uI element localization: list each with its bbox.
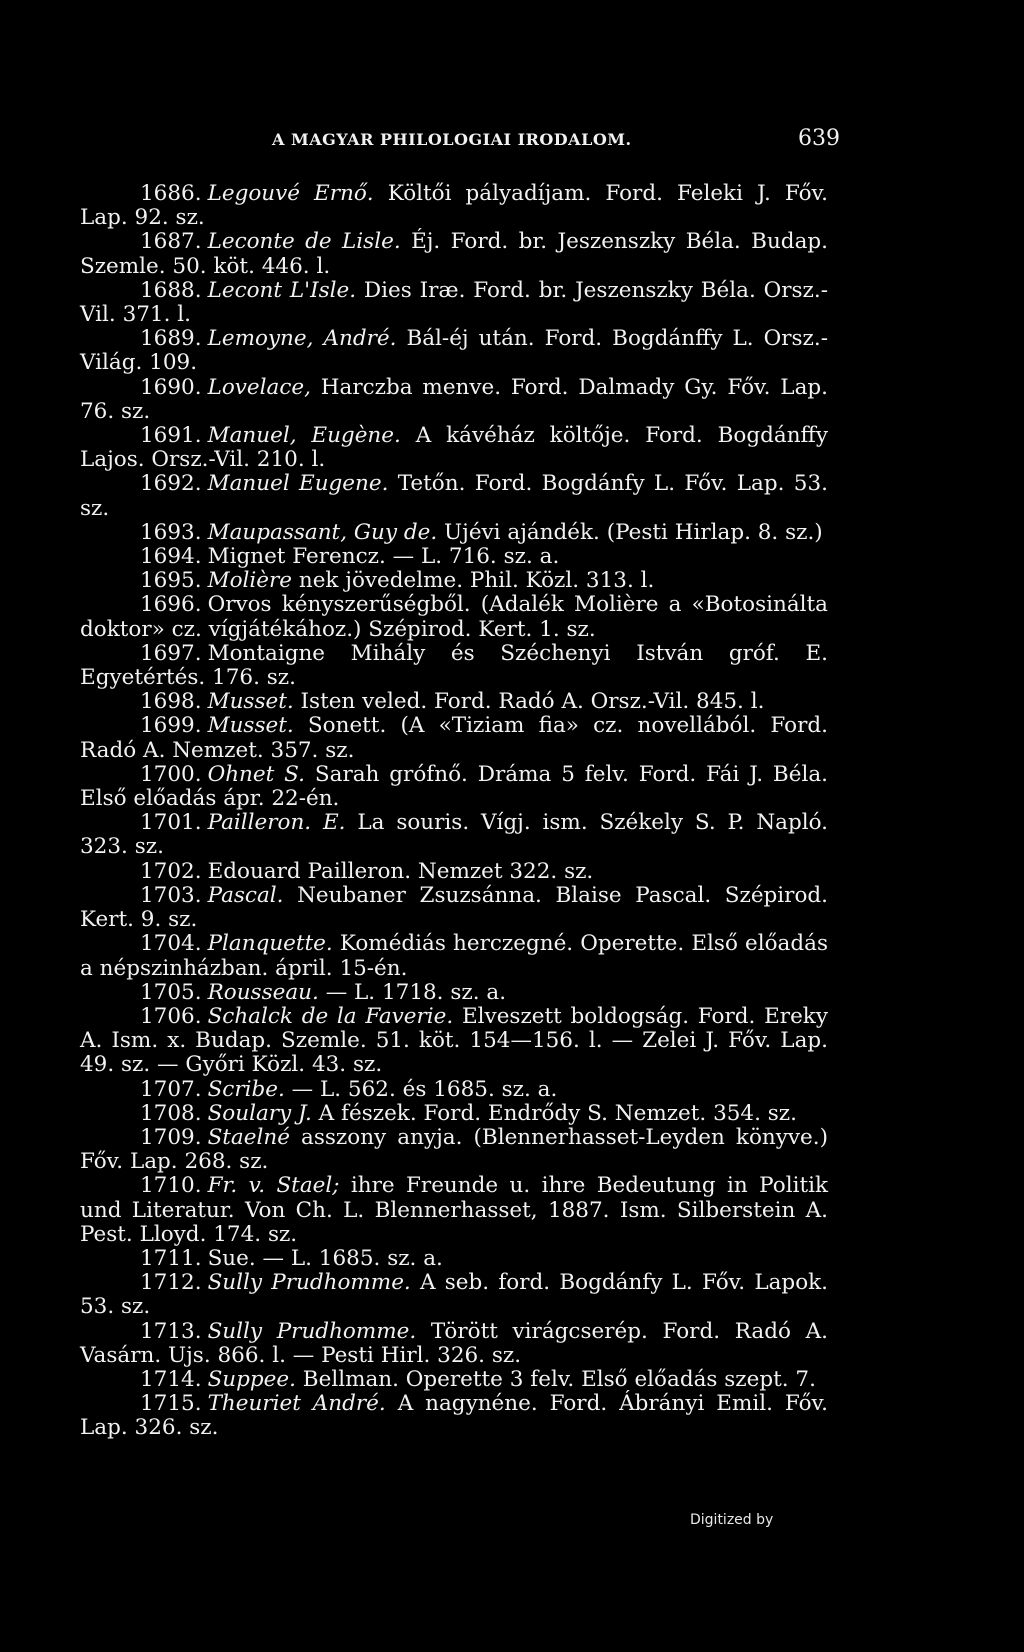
- entry-text: Elveszett boldogság. Ford. Ereky A. Ism. x. Budap. Szemle. 51. köt. 154—156. l. — Zelei J. Főv. Lap. 49. sz. — Győri Közl. 43. sz.: [80, 1003, 828, 1078]
- entry-number: 1705.: [140, 979, 202, 1005]
- entry-text: Mignet Ferencz. — L. 716. sz. a.: [207, 544, 560, 570]
- entry-author: Sully Prudhomme.: [207, 1270, 411, 1296]
- bibliography-entry: [80, 472, 828, 520]
- entry-text: Sonett. (A «Tiziam fia» cz. novellából. Ford. Radó A. Nemzet. 357. sz.: [80, 713, 828, 763]
- entry-number: 1686.: [140, 181, 202, 206]
- bibliography-entry: [80, 690, 828, 714]
- entry-number: 1708.: [140, 1100, 202, 1126]
- entry-text: Törött virágcserép. Ford. Radó A. Vasárn. Ujs. 866. l. — Pesti Hirl. 326. sz.: [80, 1318, 828, 1368]
- entry-text: Bál-éj után. Ford. Bogdánffy L. Orsz.-Világ. 109.: [80, 326, 828, 376]
- entry-text: asszony anyja. (Blennerhasset-Leyden könyve.) Főv. Lap. 268. sz.: [80, 1124, 828, 1175]
- entry-text: Edouard Pailleron. Nemzet 322. sz.: [207, 858, 594, 884]
- entry-author: Musset.: [207, 713, 294, 739]
- bibliography-entry: [80, 376, 828, 424]
- entry-author: Lovelace,: [207, 374, 311, 400]
- entry-number: 1701.: [140, 810, 202, 836]
- entry-text: — L. 1718. sz. a.: [325, 979, 507, 1005]
- entry-number: 1700.: [140, 761, 202, 787]
- entry-number: 1697.: [140, 640, 202, 666]
- entry-number: 1710.: [140, 1173, 202, 1199]
- bibliography-entry: [80, 593, 828, 641]
- bibliography-list: [80, 182, 828, 1441]
- bibliography-entry: [80, 932, 828, 980]
- bibliography-entry: [80, 642, 828, 690]
- entry-author: Soulary J.: [207, 1100, 312, 1126]
- bibliography-entry: [80, 230, 828, 278]
- entry-text: Tetőn. Ford. Bogdánfy L. Főv. Lap. 53. sz.: [80, 471, 828, 521]
- bibliography-entry: [80, 1005, 828, 1078]
- entry-number: 1690.: [140, 374, 202, 400]
- entry-text: A fészek. Ford. Endrődy S. Nemzet. 354. sz.: [318, 1100, 797, 1126]
- entry-author: Pailleron. E.: [207, 810, 346, 836]
- entry-number: 1693.: [140, 519, 202, 545]
- entry-number: 1707.: [140, 1076, 202, 1102]
- entry-text: A kávéház költője. Ford. Bogdánffy Lajos. Orsz.-Vil. 210. l.: [80, 423, 828, 473]
- entry-number: 1699.: [140, 713, 202, 739]
- entry-author: Rousseau.: [207, 979, 319, 1005]
- entry-author: Manuel Eugene.: [207, 471, 389, 497]
- entry-author: Staelné: [207, 1124, 290, 1150]
- entry-author: Maupassant, Guy de.: [207, 519, 438, 545]
- entry-text: Bellman. Operette 3 felv. Első előadás szept. 7.: [302, 1366, 816, 1392]
- entry-number: 1694.: [140, 544, 202, 570]
- entry-text: Éj. Ford. br. Jeszenszky Béla. Budap. Szemle. 50. köt. 446. l.: [80, 229, 828, 279]
- entry-author: Planquette.: [207, 931, 333, 957]
- page-number: 639: [798, 126, 840, 151]
- entry-text: nek jövedelme. Phil. Közl. 313. l.: [298, 568, 655, 594]
- bibliography-entry: [80, 1126, 828, 1174]
- page-header: [0, 126, 1024, 156]
- entry-author: Legouvé Ernő.: [207, 181, 374, 206]
- entry-text: Orvos kényszerűségből. (Adalék Molière a «Botosinálta doktor» cz. vígjátékához.) Szépirod. Kert. 1. sz.: [80, 592, 828, 642]
- bibliography-entry: [80, 884, 828, 932]
- entry-number: 1698.: [140, 689, 202, 715]
- bibliography-entry: [80, 1174, 828, 1247]
- entry-number: 1704.: [140, 931, 202, 957]
- bibliography-entry: [80, 1368, 828, 1392]
- entry-number: 1687.: [140, 229, 202, 255]
- entry-author: Suppee.: [207, 1366, 296, 1392]
- entry-author: Manuel, Eugène.: [207, 423, 401, 449]
- entry-number: 1714.: [140, 1366, 202, 1392]
- bibliography-entry: [80, 1102, 828, 1126]
- entry-text: Isten veled. Ford. Radó A. Orsz.-Vil. 845. l.: [300, 689, 765, 715]
- entry-number: 1711.: [140, 1245, 202, 1271]
- entry-number: 1702.: [140, 858, 202, 884]
- entry-text: Neubaner Zsuzsánna. Blaise Pascal. Szépirod. Kert. 9. sz.: [80, 882, 829, 933]
- entry-text: — L. 562. és 1685. sz. a.: [291, 1076, 558, 1102]
- bibliography-entry: [80, 981, 828, 1005]
- entry-number: 1696.: [140, 592, 202, 618]
- bibliography-entry: [80, 327, 828, 375]
- bibliography-entry: [80, 279, 828, 327]
- entry-number: 1712.: [140, 1270, 202, 1296]
- entry-text: Sue. — L. 1685. sz. a.: [207, 1245, 443, 1271]
- bibliography-entry: [80, 1320, 828, 1368]
- entry-author: Lecont L'Isle.: [207, 277, 357, 303]
- entry-text: Montaigne Mihály és Széchenyi István gróf. E. Egyetértés. 176. sz.: [80, 640, 828, 691]
- entry-text: La souris. Vígj. ism. Székely S. P. Napló. 323. sz.: [80, 810, 829, 860]
- entry-number: 1689.: [140, 326, 202, 352]
- bibliography-entry: [80, 860, 828, 884]
- entry-author: Ohnet S.: [207, 761, 305, 787]
- bibliography-entry: [80, 1392, 828, 1440]
- entry-number: 1706.: [140, 1003, 202, 1029]
- entry-text: A nagynéne. Ford. Ábrányi Emil. Főv. Lap. 326. sz.: [80, 1391, 828, 1441]
- bibliography-entry: [80, 424, 828, 472]
- entry-number: 1692.: [140, 471, 202, 497]
- entry-text: Komédiás herczegné. Operette. Első előadás a népszinházban. ápril. 15-én.: [80, 931, 828, 981]
- entry-author: Musset.: [207, 689, 294, 715]
- entry-author: Schalck de la Faverie.: [207, 1003, 454, 1029]
- running-title: A MAGYAR PHILOLOGIAI IRODALOM.: [272, 130, 632, 149]
- entry-author: Leconte de Lisle.: [207, 229, 401, 255]
- entry-author: Theuriet André.: [207, 1391, 386, 1417]
- digitized-by-note: Digitized by: [690, 1512, 774, 1528]
- entry-number: 1713.: [140, 1318, 202, 1344]
- entry-number: 1688.: [140, 277, 202, 303]
- entry-author: Lemoyne, André.: [207, 326, 397, 352]
- entry-text: ihre Freunde u. ihre Bedeutung in Politik und Literatur. Von Ch. L. Blennerhasset, 1887. Ism. Silberstein A. Pest. Lloyd. 174. sz.: [80, 1173, 829, 1247]
- entry-number: 1703.: [140, 882, 202, 908]
- entry-text: Ujévi ajándék. (Pesti Hirlap. 8. sz.): [444, 519, 823, 545]
- entry-number: 1715.: [140, 1391, 202, 1417]
- bibliography-entry: [80, 545, 828, 569]
- entry-number: 1709.: [140, 1124, 202, 1150]
- entry-text: Költői pályadíjam. Ford. Feleki J. Főv. Lap. 92. sz.: [80, 181, 828, 231]
- bibliography-entry: [80, 1078, 828, 1102]
- entry-author: Sully Prudhomme.: [207, 1318, 417, 1344]
- entry-author: Scribe.: [207, 1076, 285, 1102]
- entry-number: 1691.: [140, 423, 202, 449]
- bibliography-entry: [80, 521, 828, 545]
- bibliography-entry: [80, 1271, 828, 1319]
- bibliography-entry: [80, 1247, 828, 1271]
- entry-author: Molière: [207, 568, 292, 594]
- entry-author: Pascal.: [207, 882, 284, 908]
- bibliography-entry: [80, 182, 828, 230]
- bibliography-entry: [80, 811, 828, 859]
- bibliography-entry: [80, 569, 828, 593]
- entry-text: Sarah grófnő. Dráma 5 felv. Ford. Fái J. Béla. Első előadás ápr. 22-én.: [80, 761, 828, 812]
- entry-text: Dies Iræ. Ford. br. Jeszenszky Béla. Orsz.-Vil. 371. l.: [80, 277, 828, 328]
- entry-text: Harczba menve. Ford. Dalmady Gy. Főv. Lap. 76. sz.: [80, 374, 828, 424]
- entry-author: Fr. v. Stael;: [207, 1173, 340, 1199]
- bibliography-entry: [80, 714, 828, 762]
- entry-text: A seb. ford. Bogdánfy L. Főv. Lapok. 53. sz.: [80, 1270, 828, 1320]
- bibliography-entry: [80, 763, 828, 811]
- entry-number: 1695.: [140, 568, 202, 594]
